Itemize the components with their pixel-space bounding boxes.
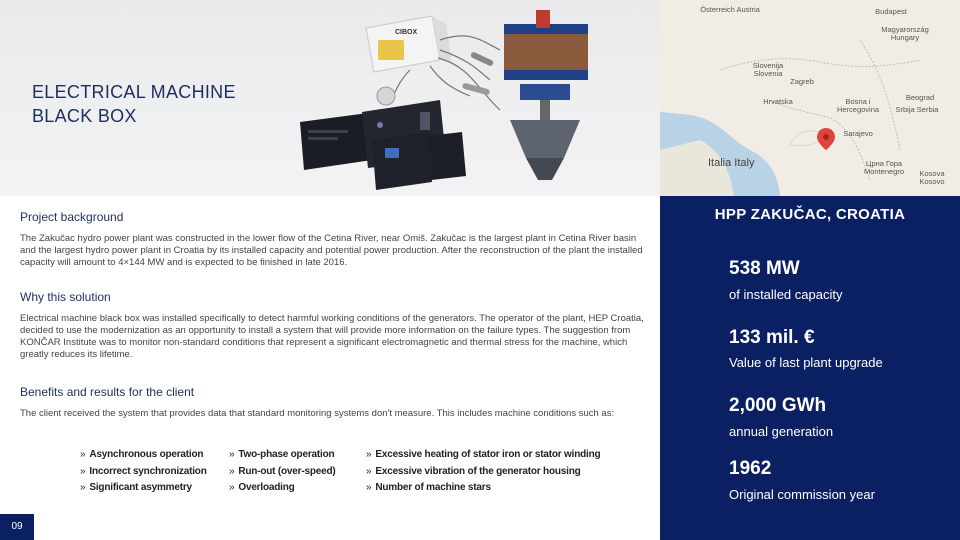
benefits-list-col1 [80, 447, 207, 497]
page-number: 09 [0, 514, 34, 540]
sidebar-title: HPP ZAKUČAC, CROATIA [714, 206, 906, 223]
list-item: » Asynchronous operation [80, 449, 204, 460]
list-item: » Excessive vibration of the generator housing [366, 465, 581, 477]
facts-sidebar [660, 196, 960, 540]
list-item: » Two-phase operation [229, 449, 335, 460]
map-label-beograd: Beograd [905, 93, 935, 102]
map-label-zagreb: Zagreb [790, 77, 814, 86]
stat-value-upgrade: 133 mil. € [729, 327, 815, 348]
list-item: » Overloading [229, 482, 295, 493]
hero-banner [0, 0, 660, 196]
map-label-montenegro: Црна Гора Montenegro [863, 159, 905, 176]
map-label-bosnia: Bosna i Hercegovina [836, 97, 880, 114]
map-label-budapest: Budapest [875, 7, 907, 16]
sensor-disc [377, 87, 395, 105]
map-label-hrvatska: Hrvatska [763, 97, 793, 106]
hero-title-line1: ELECTRICAL MACHINE [32, 82, 236, 102]
list-item: » Number of machine stars [366, 482, 491, 493]
benefits-list-col3 [366, 447, 600, 497]
map-label-serbia: Srbija Serbia [895, 105, 939, 114]
list-item: » Run-out (over-speed) [229, 465, 336, 477]
list-item: » Incorrect synchronization [80, 465, 207, 477]
project-background-heading: Project background [20, 210, 124, 224]
stat-value-commission: 1962 [729, 458, 772, 479]
stat-value-capacity: 538 MW [729, 258, 800, 279]
list-item: » Excessive heating of stator iron or stator winding [366, 449, 601, 460]
why-solution-heading: Why this solution [20, 290, 111, 304]
map-label-hungary: Magyarország Hungary [881, 25, 929, 42]
list-item: » Significant asymmetry [80, 482, 192, 493]
map-label-kosovo: Kosova Kosovo [919, 169, 945, 186]
generator-illustration [504, 10, 588, 180]
product-illustration [0, 0, 660, 196]
map-label-italia: Italia Italy [708, 157, 755, 169]
why-solution-text: Electrical machine black box was installed specifically to detect harmful working conditions of the generators. The operator of the plant, HEP Croatia, decided to use the modernization as an opportunity to install a system that will provide more information on the failure types. The suggestion from KONČAR Institute was to monitor non-standard conditions that represent a significant electromagnetic and thermal stress for the machine, which greatly reduces its lifetime. [20, 313, 644, 360]
map-label-austria: Österreich Austria [700, 5, 760, 14]
location-map [660, 0, 960, 196]
black-box-device [366, 16, 452, 72]
dashboard-screens-image [300, 100, 466, 190]
benefits-heading: Benefits and results for the client [20, 385, 195, 399]
benefits-text: The client received the system that provides data that standard monitoring systems don't measure. This includes machine conditions such as: [20, 408, 615, 419]
stat-caption-upgrade: Value of last plant upgrade [729, 355, 883, 370]
stat-caption-generation: annual generation [729, 424, 834, 439]
stat-caption-capacity: of installed capacity [729, 287, 843, 302]
benefits-list-col2 [229, 447, 335, 497]
map-label-slovenia: Slovenija Slovenia [752, 61, 784, 78]
map-label-sarajevo: Sarajevo [843, 129, 873, 138]
device-brand-label: CIBOX [395, 29, 418, 36]
stat-caption-commission: Original commission year [729, 487, 875, 502]
hero-title-line2: BLACK BOX [32, 106, 137, 126]
project-background-text: The Zakučac hydro power plant was constructed in the lower flow of the Cetina River, near Omiš. Zakučac is the largest plant in Cetina River basin and the largest hydro power plant in Croatia by its installed capacity and potential power production. After the reconstruction of the plant the installed capacity will amount to 4×144 MW and is expected to be finished in late 2016. [20, 233, 643, 268]
stat-value-generation: 2,000 GWh [729, 395, 827, 416]
